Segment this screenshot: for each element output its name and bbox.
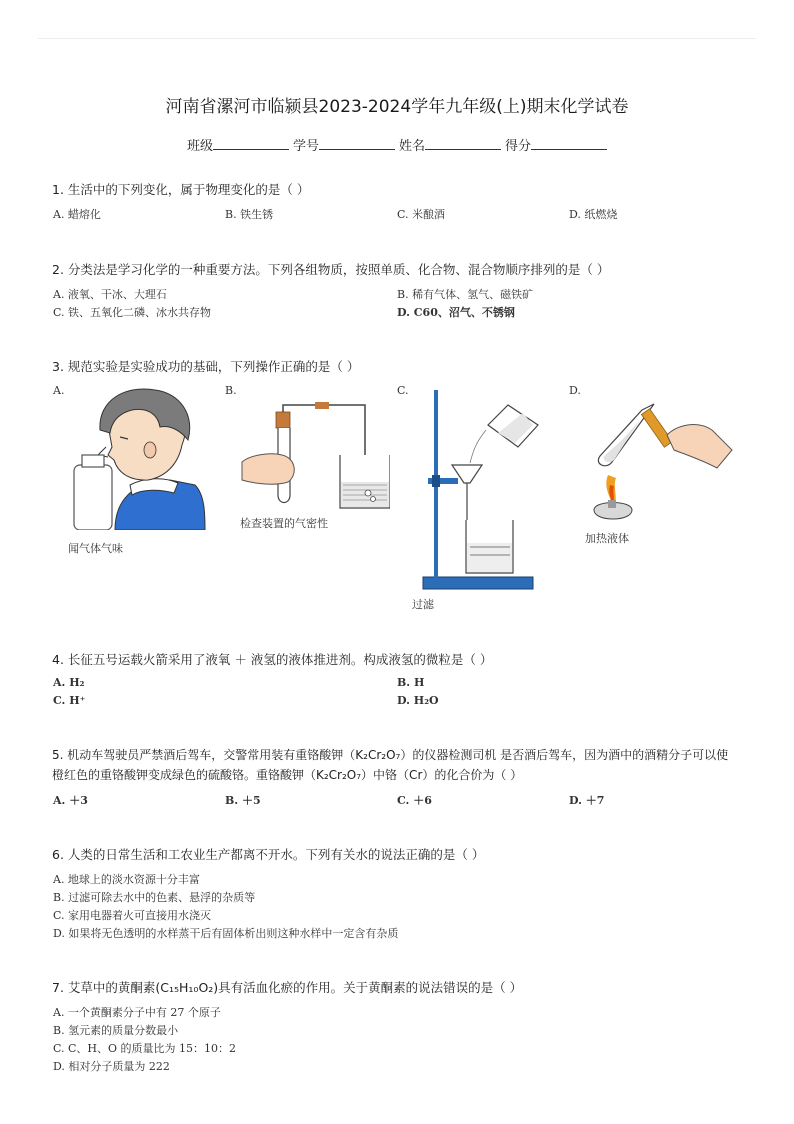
q1-option-d[interactable]: D. 纸燃烧 (569, 208, 618, 221)
score-label: 得分 (505, 139, 532, 154)
question-5-stem-line1: 5. 机动车驾驶员严禁酒后驾车，交警常用装有重铬酸钾（K₂Cr₂O₇）的仪器检测司机 是否酒后驾车，因为酒中的酒精分子可以使 (52, 748, 729, 762)
filtration-illustration (418, 385, 543, 595)
question-2-stem: 2. 分类法是学习化学的一种重要方法。下列各组物质，按照单质、化合物、混合物顺序排列的是（ ） (52, 262, 610, 277)
q2-option-a[interactable]: A. 液氧、干冰、大理石 (53, 288, 167, 301)
q3-caption-d: 加热液体 (585, 532, 629, 545)
question-7-stem: 7. 艾草中的黄酮素(C₁₅H₁₀O₂)具有活血化瘀的作用。关于黄酮素的说法错误的是（ ） (52, 980, 523, 995)
heating-liquid-illustration (592, 400, 737, 530)
q1-option-b[interactable]: B. 铁生锈 (225, 208, 274, 221)
q6-option-a[interactable]: A. 地球上的淡水资源十分丰富 (53, 873, 200, 886)
page-title: 河南省漯河市临颍县2023-2024学年九年级(上)期末化学试卷 (165, 97, 629, 117)
name-label: 姓名 (399, 139, 426, 154)
q1-option-c[interactable]: C. 米酿酒 (397, 208, 446, 221)
q4-option-c[interactable]: C. H⁺ (53, 694, 86, 707)
top-divider (38, 38, 756, 39)
q7-option-c[interactable]: C. C、H、O 的质量比为 15：10：2 (53, 1042, 237, 1055)
number-label: 学号 (292, 139, 319, 154)
q3-option-b[interactable]: B. (225, 384, 237, 397)
q5-option-b[interactable]: B. ＋5 (225, 794, 261, 807)
q5-option-c[interactable]: C. ＋6 (397, 794, 432, 807)
score-blank[interactable] (531, 137, 607, 150)
q6-option-c[interactable]: C. 家用电器着火可直接用水浇灭 (53, 909, 212, 922)
class-blank[interactable] (213, 137, 289, 150)
q5-option-a[interactable]: A. ＋3 (53, 794, 88, 807)
q3-caption-a: 闻气体气味 (68, 542, 123, 555)
airtightness-illustration (240, 400, 390, 510)
question-5-stem-line2: 橙红色的重铬酸钾变成绿色的硫酸铬。重铬酸钾（K₂Cr₂O₇）中铬（Cr）的化合价为（ ） (52, 768, 523, 782)
q3-option-d[interactable]: D. (569, 384, 581, 397)
q3-caption-c: 过滤 (412, 598, 434, 611)
q6-option-b[interactable]: B. 过滤可除去水中的色素、悬浮的杂质等 (53, 891, 256, 904)
q4-option-d[interactable]: D. H₂O (397, 694, 439, 707)
q2-option-d[interactable]: D. C60、沼气、不锈钢 (397, 306, 515, 319)
number-blank[interactable] (319, 137, 395, 150)
q6-option-d[interactable]: D. 如果将无色透明的水样蒸干后有固体析出则这种水样中一定含有杂质 (53, 927, 399, 940)
question-6-stem: 6. 人类的日常生活和工农业生产都离不开水。下列有关水的说法正确的是（ ） (52, 847, 485, 862)
question-1-stem: 1. 生活中的下列变化，属于物理变化的是（ ） (52, 182, 310, 197)
q2-option-c[interactable]: C. 铁、五氧化二磷、冰水共存物 (53, 306, 212, 319)
q7-option-d[interactable]: D. 相对分子质量为 222 (53, 1060, 170, 1073)
smell-gas-illustration (70, 385, 210, 530)
q4-option-b[interactable]: B. H (397, 676, 425, 689)
name-blank[interactable] (425, 137, 501, 150)
q3-option-a[interactable]: A. (53, 384, 65, 397)
q3-caption-b: 检查装置的气密性 (240, 517, 328, 530)
q1-option-a[interactable]: A. 蜡熔化 (53, 208, 101, 221)
q4-option-a[interactable]: A. H₂ (53, 676, 85, 689)
q5-option-d[interactable]: D. ＋7 (569, 794, 605, 807)
q7-option-b[interactable]: B. 氢元素的质量分数最小 (53, 1024, 179, 1037)
q3-option-c[interactable]: C. (397, 384, 409, 397)
q2-option-b[interactable]: B. 稀有气体、氢气、磁铁矿 (397, 288, 534, 301)
student-info-line (0, 135, 794, 154)
question-4-stem: 4. 长征五号运载火箭采用了液氧 ＋ 液氢的液体推进剂。构成液氢的微粒是（ ） (52, 652, 493, 667)
question-3-stem: 3. 规范实验是实验成功的基础，下列操作正确的是（ ） (52, 359, 360, 374)
class-label: 班级 (186, 139, 213, 154)
q7-option-a[interactable]: A. 一个黄酮素分子中有 27 个原子 (53, 1006, 221, 1019)
